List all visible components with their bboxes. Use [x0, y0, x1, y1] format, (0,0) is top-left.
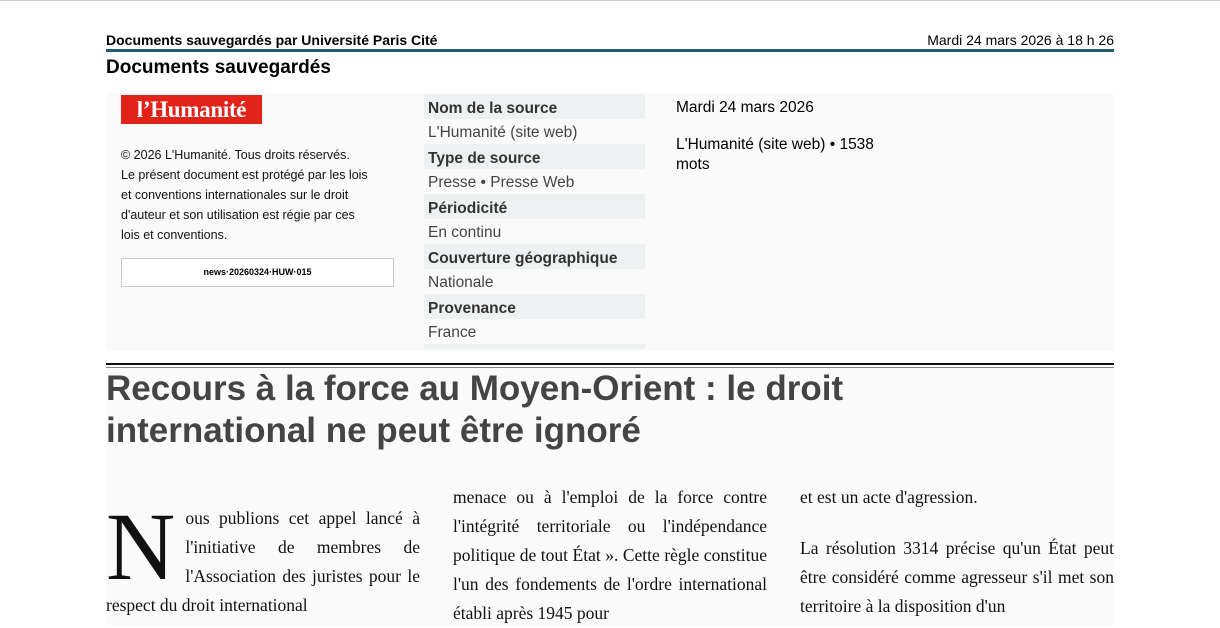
- fields-footer: [424, 344, 645, 349]
- field-label-source-type: Type de source: [424, 144, 645, 169]
- field-value-source-type: Presse • Presse Web: [428, 174, 575, 191]
- document-id-box: news·20260324·HUW·015: [121, 258, 394, 287]
- copyright-line: lois et conventions.: [121, 228, 228, 242]
- copyright-line: et conventions internationales sur le droit: [121, 188, 349, 202]
- section-title: Documents sauvegardés: [106, 57, 331, 78]
- article-column-2: [453, 483, 767, 628]
- field-value-coverage: Nationale: [428, 274, 494, 291]
- copyright-line: d'auteur et son utilisation est régie par ces: [121, 208, 355, 222]
- publication-logo: l’Humanité: [121, 95, 262, 124]
- field-label-provenance: Provenance: [424, 294, 645, 319]
- copyright-line: © 2026 L'Humanité. Tous droits réservés.: [121, 148, 350, 162]
- article-paragraph: et est un acte d'agression.: [800, 487, 978, 507]
- field-label-source-name: Nom de la source: [424, 94, 645, 119]
- article-column-1: [106, 493, 420, 620]
- field-label-coverage: Couverture géographique: [424, 244, 645, 269]
- drop-cap: N: [106, 493, 176, 600]
- article-rule: [106, 363, 1114, 365]
- article-title-line1: Recours à la force au Moyen-Orient : le droit: [106, 369, 844, 408]
- field-value-source-name: L'Humanité (site web): [428, 124, 578, 141]
- header-rule: [106, 49, 1114, 52]
- publication-source-wordcount: L'Humanité (site web) • 1538 mots: [676, 136, 874, 173]
- field-value-periodicity: En continu: [428, 224, 502, 241]
- article-column-3: [800, 483, 1114, 621]
- copyright-notice: [121, 145, 401, 245]
- article-paragraph: La résolution 3314 précise qu'un État peut être considéré comme agresseur s'il met son territoire à la disposition d'un: [800, 538, 1114, 616]
- article-title: [106, 368, 1106, 452]
- article-paragraph: menace ou à l'emploi de la force contre l'intégrité territoriale ou l'indépendance politique de tout État ». Cette règle constitue l'un des fondements de l'ordre international établi après 1945 pour: [453, 487, 767, 623]
- field-label-periodicity: Périodicité: [424, 194, 645, 219]
- article-paragraph: ous publions cet appel lancé à l'initiative de membres de l'Association des juristes pour le respect du droit international: [106, 508, 420, 615]
- header-timestamp: Mardi 24 mars 2026 à 18 h 26: [927, 32, 1114, 48]
- publication-date: Mardi 24 mars 2026: [676, 99, 814, 116]
- top-border: [0, 0, 1220, 1]
- source-fields: [424, 94, 645, 349]
- header-owner: Documents sauvegardés par Université Paris Cité: [106, 32, 438, 48]
- page-header: [106, 32, 1114, 49]
- copyright-line: Le présent document est protégé par les lois: [121, 168, 368, 182]
- field-value-provenance: France: [428, 324, 477, 341]
- article-title-line2: international ne peut être ignoré: [106, 411, 641, 450]
